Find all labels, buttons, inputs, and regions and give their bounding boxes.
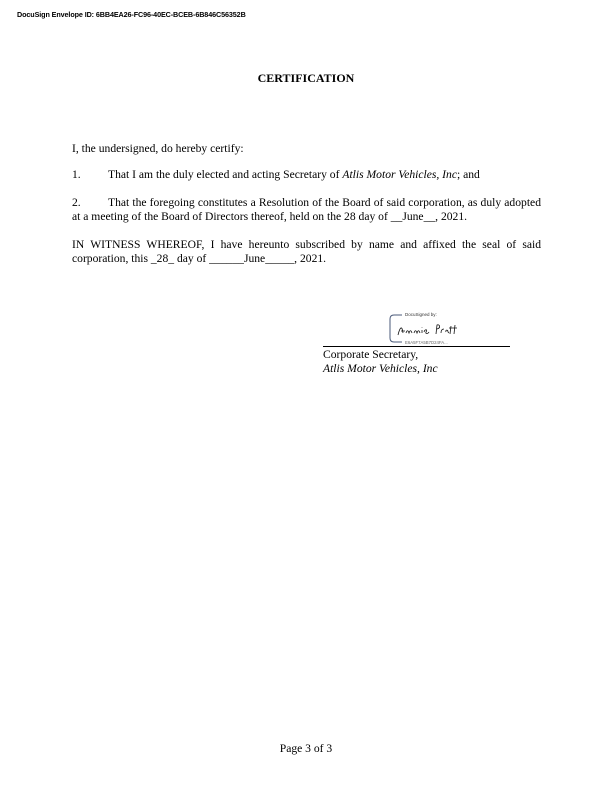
signature-caption: DocuSigned by: <box>405 312 437 317</box>
item-1-company: Atlis Motor Vehicles, Inc <box>342 168 457 181</box>
signer-company: Atlis Motor Vehicles, Inc <box>323 361 438 375</box>
item-2-paragraph <box>72 196 541 224</box>
item-2-text: That the foregoing constitutes a Resolution of the Board of said corporation, as duly adopted at a meeting of the Board of Directors thereof, held on the 28 day of __June__, 2021. <box>72 196 541 223</box>
signer-block <box>323 348 438 375</box>
signer-title: Corporate Secretary, <box>323 348 419 361</box>
item-1-text-after: ; and <box>456 168 480 181</box>
item-1-text-before: That I am the duly elected and acting Secretary of <box>108 168 343 181</box>
document-title: CERTIFICATION <box>257 71 355 85</box>
witness-paragraph: IN WITNESS WHEREOF, I have hereunto subscribed by name and affixed the seal of said corporation, this _28_ day of ______June_____, 2021. <box>72 238 541 265</box>
item-2-number: 2. <box>72 196 81 209</box>
item-1-paragraph <box>72 168 541 182</box>
docusign-signature-block <box>388 313 468 343</box>
signature-id: E6A5F7A5B7D24FA... <box>405 340 448 345</box>
intro-paragraph: I, the undersigned, do hereby certify: <box>72 142 244 155</box>
page-footer: Page 3 of 3 <box>279 742 333 755</box>
envelope-id: DocuSign Envelope ID: 6BB4EA26-FC96-40EC-BCEB-6B846C56352B <box>17 10 246 19</box>
item-1-number: 1. <box>72 168 81 181</box>
signature-line <box>323 346 510 347</box>
